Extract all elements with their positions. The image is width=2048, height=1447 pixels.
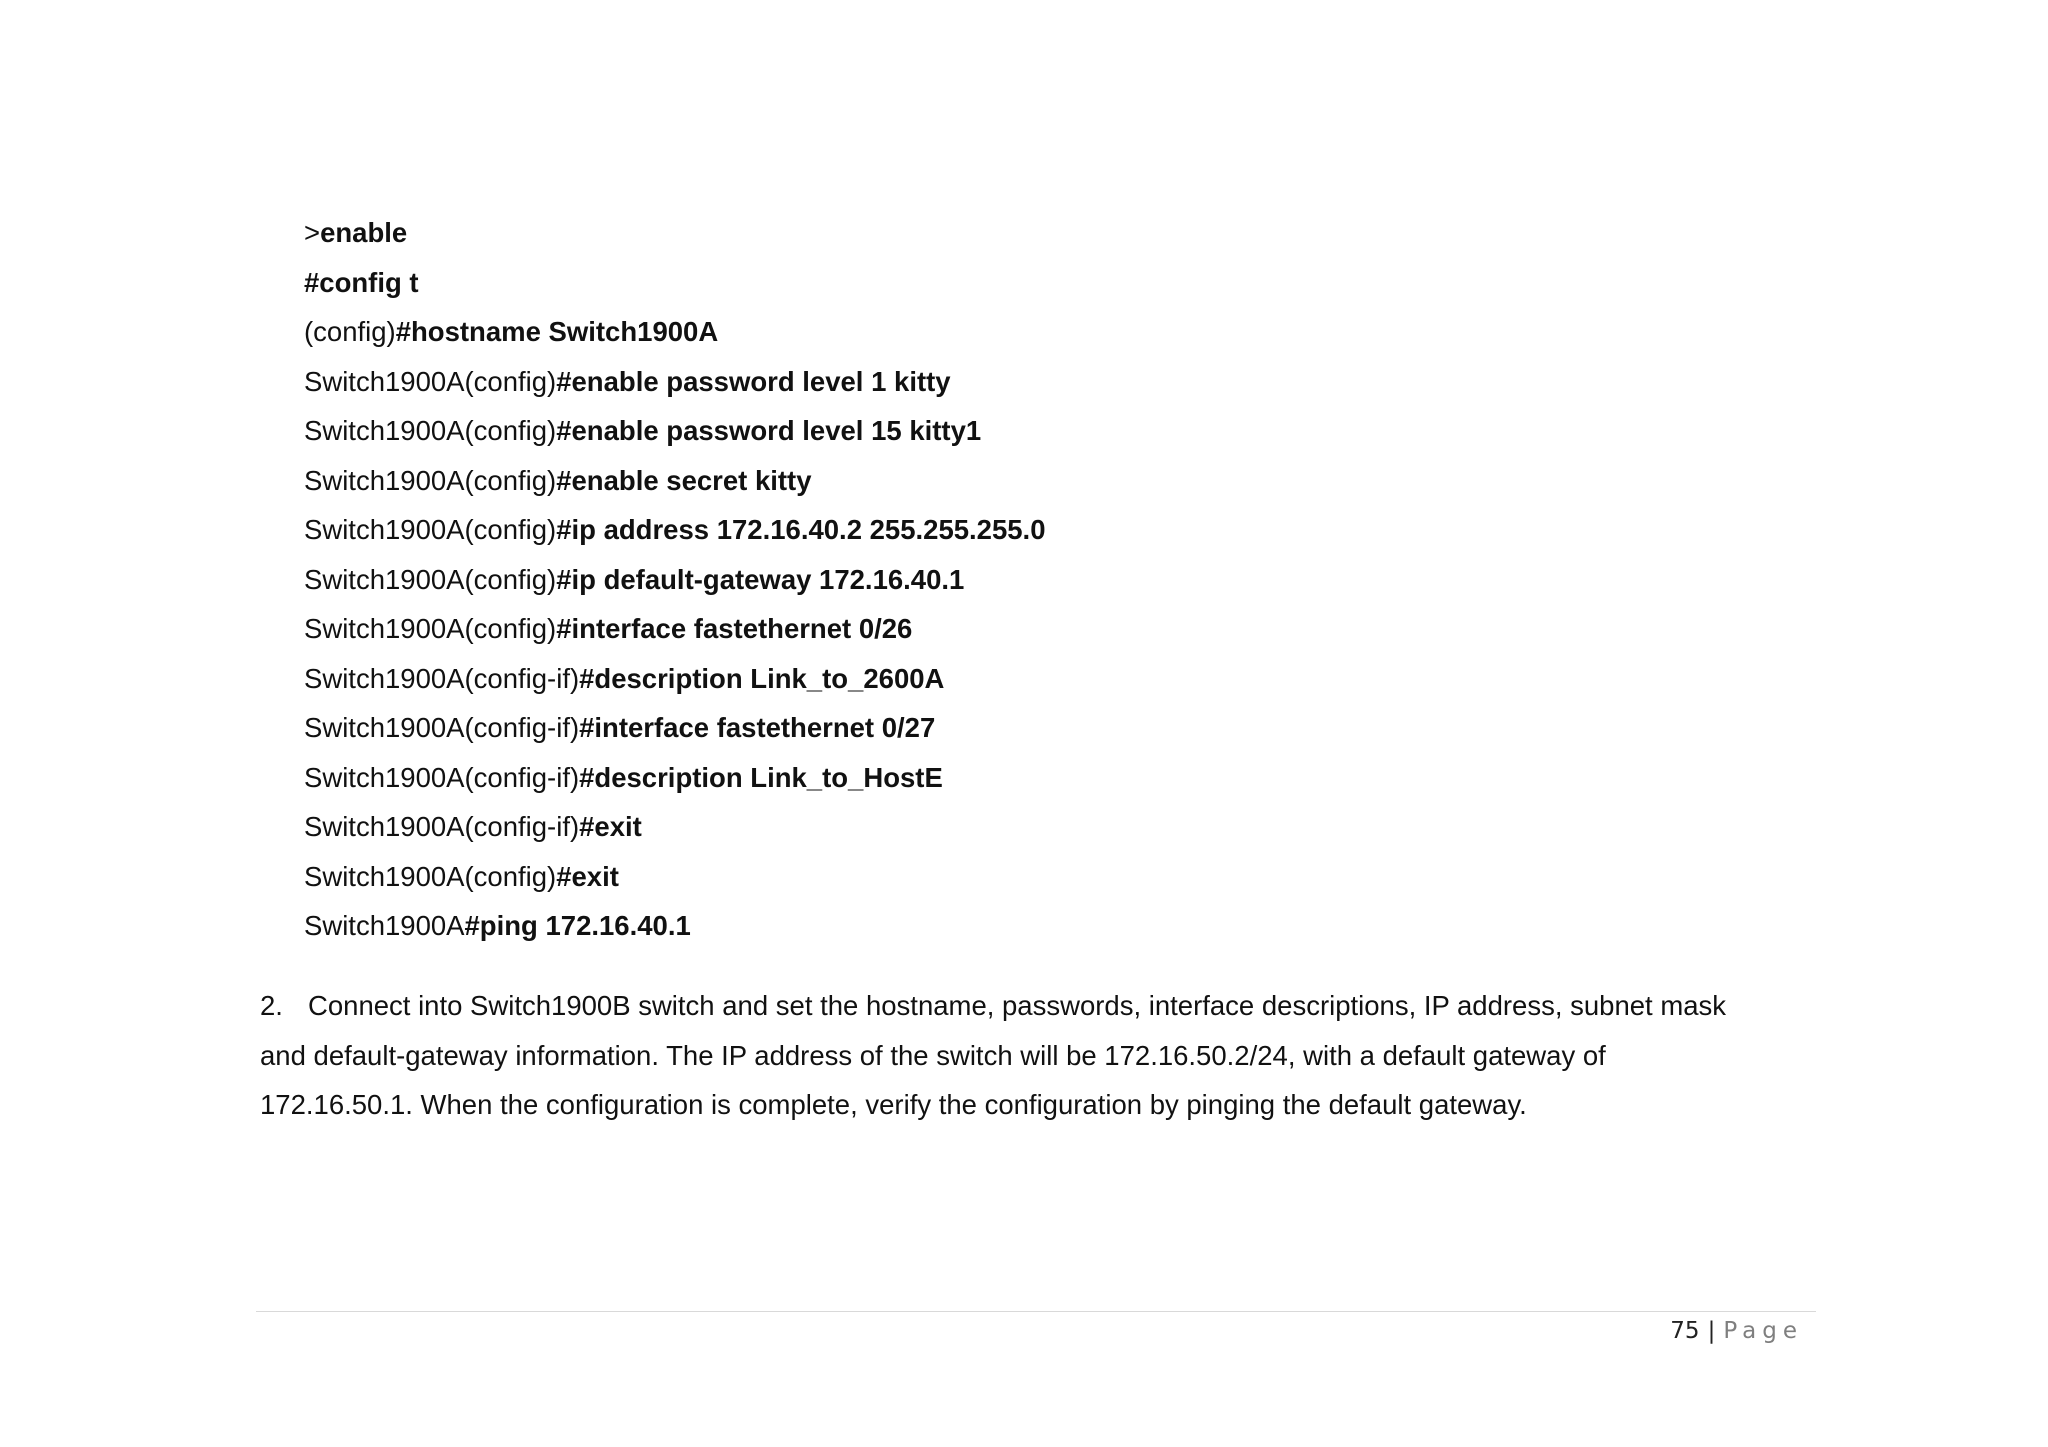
command-text: #enable password level 15 kitty1	[556, 415, 982, 446]
command-line	[304, 654, 1804, 704]
command-text: #interface fastethernet 0/27	[579, 712, 936, 743]
command-prompt: Switch1900A(config)	[304, 613, 557, 644]
command-prompt: >	[304, 217, 321, 248]
command-prompt: (config)	[304, 316, 396, 347]
command-text: enable	[320, 217, 408, 248]
command-text: #ping 172.16.40.1	[464, 910, 691, 941]
command-prompt: Switch1900A(config-if)	[304, 712, 580, 743]
command-line	[304, 258, 1804, 308]
command-text: #hostname Switch1900A	[395, 316, 719, 347]
command-prompt: Switch1900A	[304, 910, 465, 941]
command-line	[304, 802, 1804, 852]
command-text: #ip default-gateway 172.16.40.1	[556, 563, 965, 595]
command-text: #exit	[579, 811, 642, 842]
command-prompt: Switch1900A(config)	[304, 860, 557, 892]
command-line	[304, 406, 1804, 456]
command-line	[304, 852, 1804, 902]
command-prompt: Switch1900A(config)	[304, 365, 557, 397]
command-line	[304, 307, 1804, 357]
footer-divider	[256, 1311, 1816, 1312]
command-line	[304, 357, 1804, 407]
command-text: #interface fastethernet 0/26	[556, 613, 913, 644]
step-line	[260, 981, 1820, 1031]
page-label: Page	[1723, 1318, 1803, 1344]
command-text: #exit	[556, 860, 619, 892]
step-text: Connect into Switch1900B switch and set the hostname, passwords, interface descriptions, IP address, subnet mask	[308, 990, 1727, 1021]
command-line	[304, 555, 1804, 605]
command-line	[304, 703, 1804, 753]
command-text: #enable password level 1 kitty	[556, 365, 951, 397]
page-footer	[1670, 1314, 1803, 1348]
command-prompt: Switch1900A(config-if)	[304, 662, 580, 694]
command-text: #config t	[304, 266, 419, 298]
command-line	[304, 208, 1804, 258]
command-text: #description Link_to_HostE	[579, 761, 943, 793]
command-line	[304, 456, 1804, 506]
command-prompt: Switch1900A(config)	[304, 514, 557, 545]
footer-separator: |	[1707, 1318, 1716, 1344]
step-paragraph	[260, 981, 1820, 1130]
command-line	[304, 505, 1804, 555]
command-prompt: Switch1900A(config)	[304, 464, 557, 496]
step-line: and default-gateway information. The IP address of the switch will be 172.16.50.2/24, with a default gateway of	[260, 1039, 1606, 1071]
command-line	[304, 604, 1804, 654]
command-text: #ip address 172.16.40.2 255.255.255.0	[556, 514, 1046, 545]
command-prompt: Switch1900A(config-if)	[304, 811, 580, 842]
step-number: 2.	[260, 990, 283, 1021]
page-number: 75	[1670, 1318, 1700, 1344]
command-text: #description Link_to_2600A	[579, 662, 945, 694]
command-line	[304, 753, 1804, 803]
command-listing	[304, 208, 1804, 951]
command-prompt: Switch1900A(config)	[304, 415, 557, 446]
command-prompt: Switch1900A(config)	[304, 563, 557, 595]
command-prompt: Switch1900A(config-if)	[304, 761, 580, 793]
command-line	[304, 901, 1804, 951]
command-text: #enable secret kitty	[556, 464, 812, 496]
step-line: 172.16.50.1. When the configuration is complete, verify the configuration by pinging the default gateway.	[260, 1089, 1527, 1120]
